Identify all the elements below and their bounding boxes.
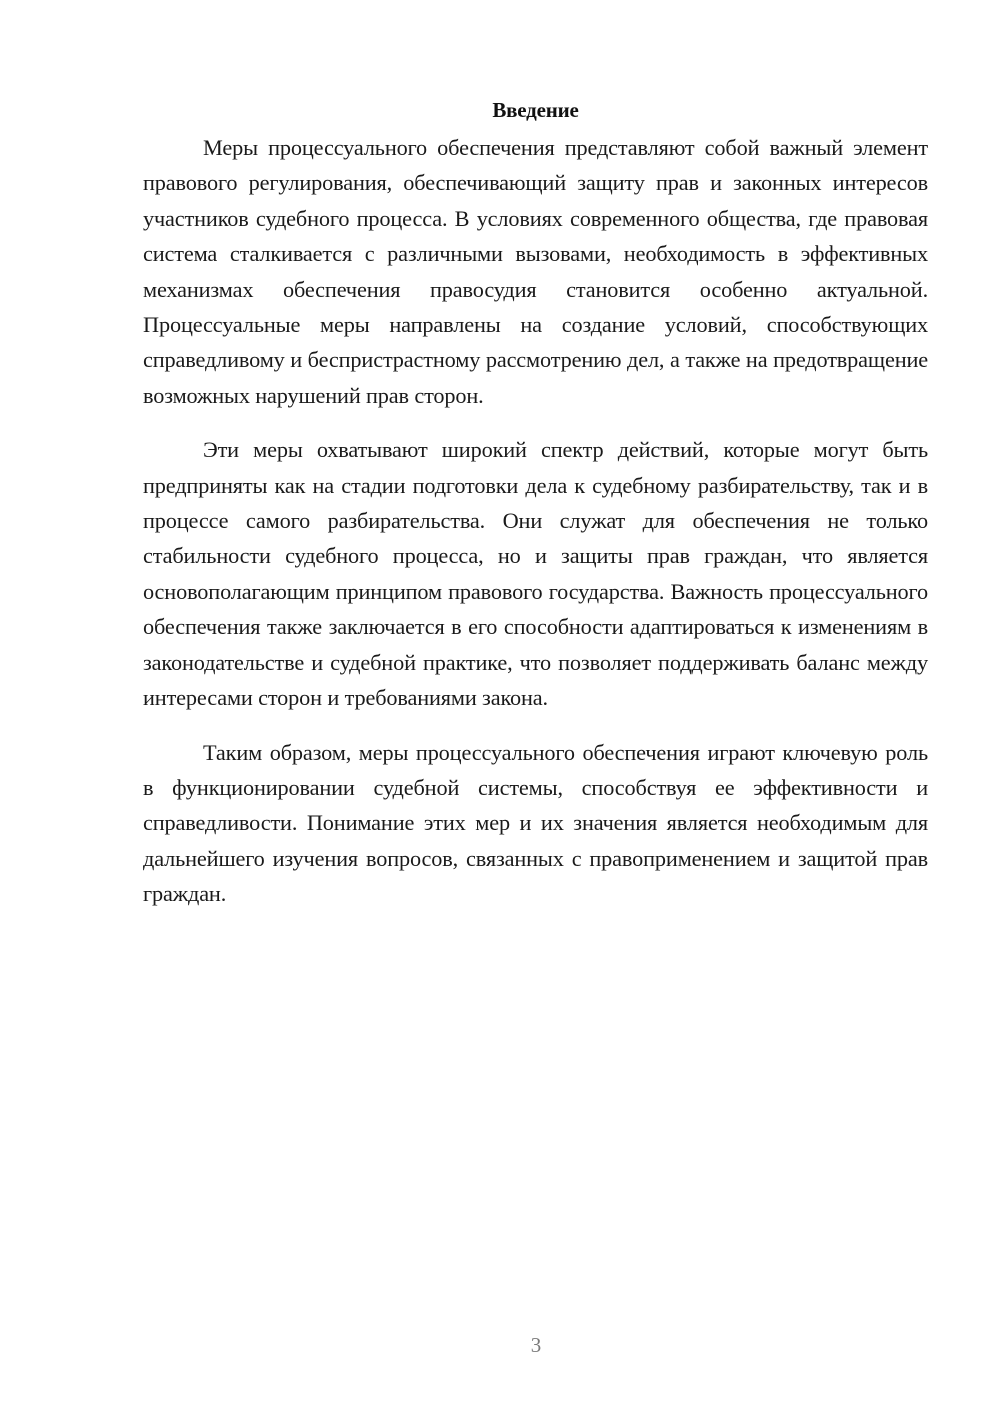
section-title: Введение: [492, 98, 579, 122]
document-page: [143, 93, 928, 931]
page-number: 3: [530, 1333, 542, 1357]
paragraph-1: Меры процессуального обеспечения представляют собой важный элемент правового регулирования, обеспечивающий защиту прав и законных интересов участников судебного процесса. В условиях современного общества, где правовая система сталкивается с различными вызовами, необходимость в эффективных механизмах обеспечения правосудия становится особенно актуальной. Процессуальные меры направлены на создание условий, способствующих справедливому и беспристрастному рассмотрению дел, а также на предотвращение возможных нарушений прав сторон.: [143, 135, 928, 408]
paragraph-2: Эти меры охватывают широкий спектр действий, которые могут быть предприняты как на стадии подготовки дела к судебному разбирательству, так и в процессе самого разбирательства. Они служат для обеспечения не только стабильности судебного процесса, но и защиты прав граждан, что является основополагающим принципом правового государства. Важность процессуального обеспечения также заключается в его способности адаптироваться к изменениям в законодательстве и судебной практике, что позволяет поддерживать баланс между интересами сторон и требованиями закона.: [143, 437, 928, 711]
paragraph-3: Таким образом, меры процессуального обеспечения играют ключевую роль в функционировании судебной системы, способствуя ее эффективности и справедливости. Понимание этих мер и их значения является необходимым для дальнейшего изучения вопросов, связанных с правоприменением и защитой прав граждан.: [143, 739, 928, 907]
